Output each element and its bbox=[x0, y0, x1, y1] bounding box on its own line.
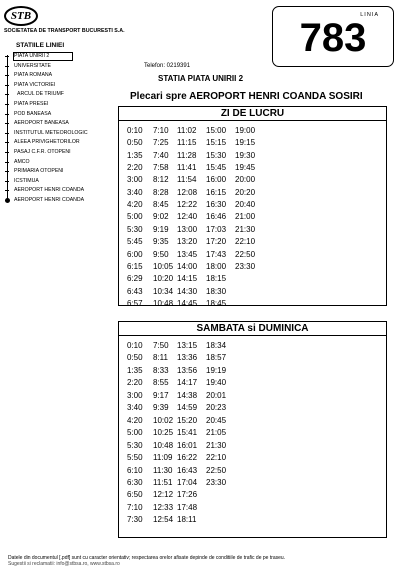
stb-logo: STB bbox=[4, 6, 38, 26]
departure-time: 18:15 bbox=[206, 274, 227, 284]
departure-time: 19:15 bbox=[235, 138, 256, 148]
departure-time: 10:48 bbox=[153, 298, 174, 308]
departure-time: 8:55 bbox=[153, 378, 169, 388]
departure-time: 6:10 bbox=[127, 465, 143, 475]
departure-time: 22:10 bbox=[206, 453, 227, 463]
departure-time: 21:00 bbox=[235, 212, 256, 222]
departure-time: 11:41 bbox=[177, 163, 197, 173]
departure-time: 15:45 bbox=[206, 163, 227, 173]
station-tick bbox=[5, 75, 9, 76]
station-tick bbox=[5, 152, 9, 153]
departure-time: 19:40 bbox=[206, 378, 227, 388]
departure-time: 18:11 bbox=[177, 515, 197, 525]
departure-time: 11:51 bbox=[153, 477, 173, 487]
station-tick bbox=[5, 114, 9, 115]
departure-time: 18:57 bbox=[206, 353, 227, 363]
departure-time: 9:02 bbox=[153, 212, 169, 222]
departure-time: 13:36 bbox=[177, 353, 198, 363]
departure-time: 18:00 bbox=[206, 261, 227, 271]
station-name: UNIVERSITATE bbox=[14, 62, 51, 69]
station-name: PIATA VICTORIEI bbox=[14, 81, 56, 88]
departure-time: 10:20 bbox=[153, 274, 174, 284]
footer-disclaimer: Datele din documentul [.pdf] sunt cu caracter orientativ; respectarea orelor afisate depinde de conditiile de trafic de pe traseu. bbox=[8, 555, 286, 561]
station-tick bbox=[5, 190, 9, 191]
departure-time: 3:40 bbox=[127, 403, 143, 413]
departure-time: 9:35 bbox=[153, 237, 169, 247]
departure-time: 7:40 bbox=[153, 150, 169, 160]
departure-time: 11:02 bbox=[177, 126, 197, 135]
departure-time: 11:09 bbox=[153, 453, 173, 463]
station-tick bbox=[5, 85, 9, 86]
departure-time: 13:56 bbox=[177, 365, 198, 375]
weekend-title: SAMBATA si DUMINICA bbox=[119, 322, 386, 336]
destination-heading: Plecari spre AEROPORT HENRI COANDA SOSIRI bbox=[130, 91, 363, 102]
departure-time: 16:22 bbox=[177, 453, 198, 463]
station-tick bbox=[5, 171, 9, 172]
departure-time: 10:05 bbox=[153, 261, 174, 271]
departure-time: 20:40 bbox=[235, 200, 256, 210]
departure-time: 6:43 bbox=[127, 286, 143, 296]
departure-time: 20:01 bbox=[206, 390, 227, 400]
station-name: POD BANEASA bbox=[14, 110, 52, 117]
departure-time: 14:38 bbox=[177, 390, 198, 400]
departure-time: 4:20 bbox=[127, 200, 143, 210]
departure-time: 14:30 bbox=[177, 286, 198, 296]
departure-time: 10:34 bbox=[153, 286, 174, 296]
company-name: SOCIETATEA DE TRANSPORT BUCURESTI S.A. bbox=[4, 28, 125, 34]
departure-time: 16:01 bbox=[177, 440, 198, 450]
departure-time: 20:20 bbox=[235, 187, 256, 197]
departure-time: 19:00 bbox=[235, 126, 256, 135]
departure-time: 19:19 bbox=[206, 365, 227, 375]
departure-time: 5:30 bbox=[127, 440, 143, 450]
line-label: LINIA bbox=[360, 12, 379, 18]
departure-time: 13:00 bbox=[177, 224, 198, 234]
departure-time: 3:00 bbox=[127, 175, 143, 185]
stations-title: STATIILE LINIEI bbox=[16, 42, 65, 49]
departure-time: 8:33 bbox=[153, 365, 169, 375]
departure-time: 17:04 bbox=[177, 477, 198, 487]
departure-time: 17:03 bbox=[206, 224, 227, 234]
departure-time: 1:35 bbox=[127, 150, 143, 160]
station-name: AEROPORT HENRI COANDA bbox=[14, 197, 85, 203]
departure-time: 6:15 bbox=[127, 261, 143, 271]
departure-time: 3:40 bbox=[127, 187, 143, 197]
station-tick bbox=[5, 66, 9, 67]
departure-time: 15:20 bbox=[177, 415, 198, 425]
departure-time: 14:45 bbox=[177, 298, 198, 308]
departure-time: 12:33 bbox=[153, 502, 174, 512]
weekday-panel bbox=[118, 106, 387, 306]
station-name: PASAJ C.F.R. OTOPENI bbox=[14, 149, 71, 155]
departure-time: 14:59 bbox=[177, 403, 198, 413]
departure-time: 16:15 bbox=[206, 187, 227, 197]
departure-time: 13:20 bbox=[177, 237, 198, 247]
station-tick bbox=[5, 142, 9, 143]
departure-time: 16:30 bbox=[206, 200, 227, 210]
departure-time: 7:10 bbox=[127, 502, 143, 512]
departure-time: 20:45 bbox=[206, 415, 227, 425]
departure-time: 16:43 bbox=[177, 465, 198, 475]
station-tick bbox=[5, 104, 9, 105]
departure-time: 6:00 bbox=[127, 249, 143, 259]
departure-time: 8:28 bbox=[153, 187, 169, 197]
station-tick bbox=[5, 133, 9, 134]
departure-time: 10:25 bbox=[153, 428, 174, 438]
departure-time: 23:30 bbox=[235, 261, 256, 271]
departure-time: 9:39 bbox=[153, 403, 169, 413]
departure-time: 22:50 bbox=[206, 465, 227, 475]
departure-time: 19:30 bbox=[235, 150, 256, 160]
departure-time: 5:50 bbox=[127, 453, 143, 463]
station-tick bbox=[5, 94, 9, 95]
footer bbox=[8, 555, 398, 567]
station-name: AEROPORT BANEASA bbox=[14, 120, 69, 127]
departure-time: 10:02 bbox=[153, 415, 174, 425]
line-number-box bbox=[272, 6, 394, 67]
departure-time: 15:15 bbox=[206, 138, 227, 148]
departure-time: 17:20 bbox=[206, 237, 227, 247]
departure-time: 9:19 bbox=[153, 224, 169, 234]
station-tick bbox=[5, 200, 9, 201]
departure-time: 14:15 bbox=[177, 274, 198, 284]
departure-time: 6:50 bbox=[127, 490, 143, 500]
route-line bbox=[7, 55, 8, 199]
departure-time: 11:15 bbox=[177, 138, 197, 148]
station-name: AMCO bbox=[14, 158, 30, 165]
departure-time: 21:30 bbox=[235, 224, 256, 234]
departure-time: 20:23 bbox=[206, 403, 227, 413]
weekday-title: ZI DE LUCRU bbox=[119, 107, 386, 121]
departure-time: 7:10 bbox=[153, 126, 169, 135]
station-name: PIATA PRESEI bbox=[14, 101, 49, 107]
departure-time: 0:50 bbox=[127, 353, 143, 363]
departure-time: 12:54 bbox=[153, 515, 174, 525]
station-name: AEROPORT HENRI COANDA bbox=[14, 187, 85, 194]
departure-time: 14:17 bbox=[177, 378, 198, 388]
departure-time: 6:30 bbox=[127, 477, 143, 487]
departure-time: 8:45 bbox=[153, 200, 169, 210]
station-name: ALEEA PRIVIGHETORILOR bbox=[14, 139, 80, 146]
departure-time: 12:08 bbox=[177, 187, 198, 197]
departure-time: 8:11 bbox=[153, 353, 168, 363]
departure-time: 3:00 bbox=[127, 390, 143, 400]
departure-time: 7:30 bbox=[127, 515, 143, 525]
departure-time: 11:30 bbox=[153, 465, 173, 475]
departure-time: 12:22 bbox=[177, 200, 198, 210]
departure-time: 0:10 bbox=[127, 341, 143, 350]
departure-time: 11:54 bbox=[177, 175, 197, 185]
weekend-panel bbox=[118, 321, 387, 538]
departure-time: 17:43 bbox=[206, 249, 227, 259]
departure-time: 11:28 bbox=[177, 150, 197, 160]
route-diagram bbox=[4, 52, 124, 212]
departure-time: 7:50 bbox=[153, 341, 169, 350]
station-name: PIATA ROMANA bbox=[14, 72, 53, 79]
departure-time: 17:26 bbox=[177, 490, 198, 500]
departure-time: 18:45 bbox=[206, 298, 227, 308]
footer-contact: Sugestii si reclamatii: info@stbsa.ro, www.stbsa.ro bbox=[8, 561, 120, 567]
station-name: INSTITUTUL METEOROLOGIC bbox=[14, 129, 88, 136]
station-name: ICSTIMUA bbox=[14, 177, 39, 184]
departure-time: 15:41 bbox=[177, 428, 198, 438]
departure-time: 18:34 bbox=[206, 341, 227, 350]
station-tick bbox=[5, 123, 9, 124]
station-name: ARCUL DE TRIUMF bbox=[17, 91, 64, 98]
departure-time: 4:20 bbox=[127, 415, 143, 425]
departure-time: 21:05 bbox=[206, 428, 227, 438]
station-tick bbox=[5, 56, 9, 57]
departure-time: 12:12 bbox=[153, 490, 174, 500]
departure-time: 8:12 bbox=[153, 175, 169, 185]
departure-time: 16:46 bbox=[206, 212, 227, 222]
departure-time: 12:40 bbox=[177, 212, 198, 222]
departure-time: 7:58 bbox=[153, 163, 169, 173]
departure-time: 1:35 bbox=[127, 365, 143, 375]
departure-time: 10:48 bbox=[153, 440, 174, 450]
departure-time: 22:10 bbox=[235, 237, 256, 247]
departure-time: 13:15 bbox=[177, 341, 198, 350]
station-name: PRIMARIA OTOPENI bbox=[14, 168, 64, 175]
departure-time: 22:50 bbox=[235, 249, 256, 259]
departure-time: 5:45 bbox=[127, 237, 143, 247]
departure-time: 13:45 bbox=[177, 249, 198, 259]
departure-time: 6:29 bbox=[127, 274, 143, 284]
departure-time: 15:30 bbox=[206, 150, 227, 160]
phone-number: Telefon: 0219391 bbox=[144, 63, 191, 69]
departure-time: 18:30 bbox=[206, 286, 227, 296]
departure-time: 5:00 bbox=[127, 212, 143, 222]
line-number: 783 bbox=[299, 16, 367, 60]
station-name: PIATA UNIRII 2 bbox=[14, 53, 50, 59]
departure-time: 21:30 bbox=[206, 440, 227, 450]
departure-time: 16:00 bbox=[206, 175, 227, 185]
station-tick bbox=[5, 181, 9, 182]
departure-time: 15:00 bbox=[206, 126, 227, 135]
station-tick bbox=[5, 162, 9, 163]
departure-time: 17:48 bbox=[177, 502, 198, 512]
departure-time: 0:10 bbox=[127, 126, 143, 135]
departure-time: 23:30 bbox=[206, 477, 227, 487]
station-heading: STATIA PIATA UNIRII 2 bbox=[158, 74, 244, 83]
departure-time: 5:30 bbox=[127, 224, 143, 234]
departure-time: 5:00 bbox=[127, 428, 143, 438]
departure-time: 9:17 bbox=[153, 390, 169, 400]
departure-time: 0:50 bbox=[127, 138, 143, 148]
departure-time: 9:50 bbox=[153, 249, 169, 259]
departure-time: 19:45 bbox=[235, 163, 256, 173]
departure-time: 7:25 bbox=[153, 138, 169, 148]
departure-time: 6:57 bbox=[127, 298, 143, 308]
departure-time: 14:00 bbox=[177, 261, 198, 271]
departure-time: 2:20 bbox=[127, 163, 143, 173]
departure-time: 20:00 bbox=[235, 175, 256, 185]
departure-time: 2:20 bbox=[127, 378, 143, 388]
